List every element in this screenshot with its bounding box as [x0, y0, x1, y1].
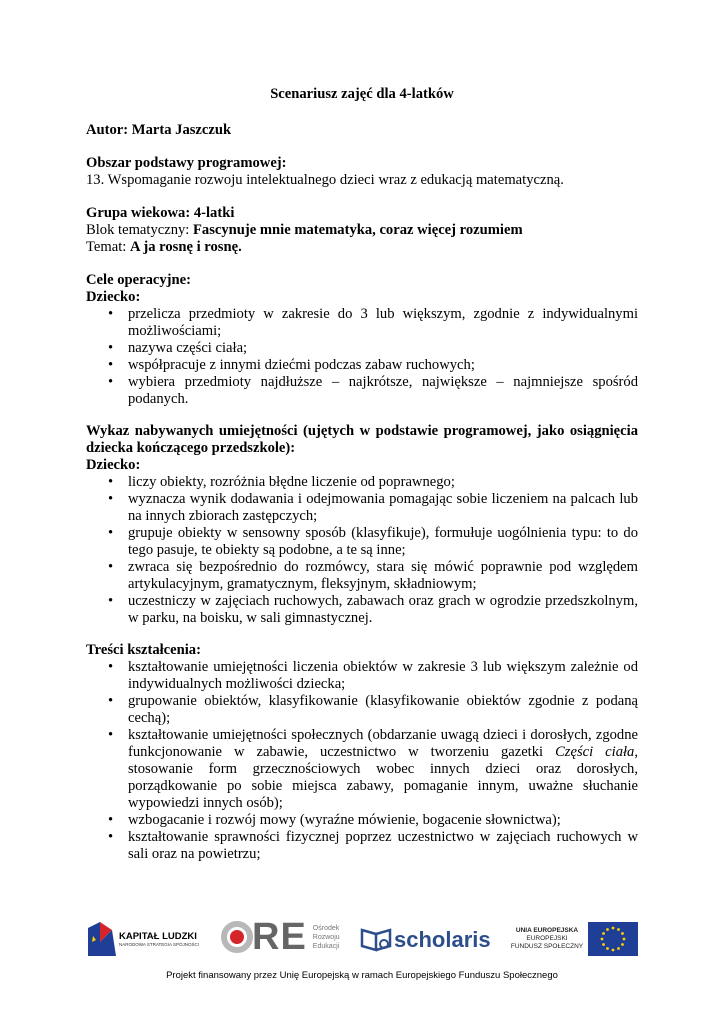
kl-subtitle: NARODOWA STRATEGIA SPÓJNOŚCI: [119, 941, 200, 947]
bullet-icon: •: [108, 491, 114, 507]
list-item-text: grupowanie obiektów, klasyfikowanie (klasyfikowanie obiektów zgodnie z podaną cechą);: [128, 693, 638, 726]
list-item-text: wyznacza wynik dodawania i odejmowania pomagając sobie liczeniem na palcach lub na innych zbiorach zastępczych;: [128, 491, 638, 524]
list-item-text: zwraca się bezpośrednio do rozmówcy, stara się mówić poprawnie pod względem artykulacyjnym, gramatycznym, fleksyjnym, składniowym;: [128, 559, 638, 592]
list-item: [86, 374, 638, 408]
eu-flag-icon: [588, 922, 638, 956]
list-item-text: wybiera przedmioty najdłuższe – najkrótsze, największe – najmniejsze spośród podanych.: [128, 374, 638, 407]
list-item-text: przelicza przedmioty w zakresie do 3 lub większym, zgodnie z indywidualnymi możliwościami;: [128, 306, 638, 339]
list-item-text: [128, 727, 638, 811]
list-item-text: kształtowanie umiejętności liczenia obiektów w zakresie 3 lub większym zależnie od indywidualnych możliwości dziecka;: [128, 659, 638, 692]
bullet-icon: •: [108, 474, 114, 490]
topic-line: [86, 239, 638, 256]
skills-heading: Wykaz nabywanych umiejętności (ujętych w podstawie programowej, jako osiągnięcia dziecka kończącego przedszkole):: [86, 423, 638, 456]
ore-sub-line: Edukacji: [312, 942, 340, 950]
scholaris-text: scholaris: [394, 926, 491, 952]
bullet-icon: •: [108, 559, 114, 575]
document-title: Scenariusz zajęć dla 4-latków: [270, 86, 454, 102]
footer-caption: Projekt finansowany przez Unię Europejską w ramach Europejskiego Funduszu Społecznego: [166, 970, 558, 981]
list-item: [86, 357, 638, 374]
kl-title: KAPITAŁ LUDZKI: [119, 930, 197, 942]
list-item: [86, 559, 638, 593]
author-line: Autor: Marta Jaszczuk: [86, 122, 232, 138]
area-heading: Obszar podstawy programowej:: [86, 155, 287, 171]
list-item: [86, 525, 638, 559]
document-page: [86, 86, 638, 863]
list-item: [86, 306, 638, 340]
italic-title: Części ciała: [555, 744, 635, 760]
list-item-text: współpracuje z innymi dziećmi podczas zabaw ruchowych;: [128, 357, 475, 373]
bullet-icon: •: [108, 812, 114, 828]
content-list: [86, 659, 638, 863]
list-item: [86, 727, 638, 812]
bullet-icon: •: [108, 593, 114, 609]
bullet-icon: •: [108, 340, 114, 356]
text-segment: , stosowanie form grzecznościowych wobec innych dzieci oraz dorosłych, porządkowanie po sobie miejsca zabawy, pomaganie innym, uważne słuchanie wypowiedzi innych osób);: [128, 744, 638, 811]
list-item: [86, 659, 638, 693]
list-item-text: liczy obiekty, rozróżnia błędne liczenie od poprawnego;: [128, 474, 455, 490]
list-item-text: uczestniczy w zajęciach ruchowych, zabawach oraz grach w ogrodzie przedszkolnym, w parku, na boisku, w sali gimnastycznej.: [128, 593, 638, 626]
bullet-icon: •: [108, 727, 114, 743]
goals-list: [86, 306, 638, 408]
eu-line: UNIA EUROPEJSKA: [515, 927, 579, 934]
list-item-text: kształtowanie sprawności fizycznej poprzez uczestnictwo w zajęciach ruchowych w sali oraz na powietrzu;: [128, 829, 638, 862]
area-text: 13. Wspomaganie rozwoju intelektualnego dzieci wraz z edukacją matematyczną.: [86, 172, 564, 188]
list-item: [86, 474, 638, 491]
block-line: [86, 222, 638, 239]
eu-line: EUROPEJSKI: [526, 935, 568, 942]
eu-logo: [510, 922, 638, 956]
topic-value: A ja rosnę i rosnę.: [129, 239, 242, 255]
list-item: [86, 593, 638, 627]
kapital-ludzki-emblem-icon: [88, 922, 116, 956]
list-item: [86, 812, 638, 829]
list-item-text: wzbogacanie i rozwój mowy (wyraźne mówienie, bogacenie słownictwa);: [128, 812, 561, 828]
ore-ring-icon: [220, 920, 254, 954]
bullet-icon: •: [108, 659, 114, 675]
block-value: Fascynuje mnie matematyka, coraz więcej rozumiem: [193, 222, 523, 238]
list-item-text: nazywa części ciała;: [128, 340, 248, 356]
footer-logos: [0, 915, 724, 962]
kapital-ludzki-text: [119, 932, 199, 947]
ore-logo: [220, 915, 340, 958]
ore-sub-line: Rozwoju: [312, 933, 340, 941]
ore-subtitle: [313, 924, 340, 951]
bullet-icon: •: [108, 829, 114, 845]
bullet-icon: •: [108, 525, 114, 541]
bullet-icon: •: [108, 357, 114, 373]
text-segment: kształtowanie umiejętności społecznych (obdarzanie uwagą dzieci i dorosłych, zgodne funkcjonowanie w zabawie, uczestnictwo w tworzeniu gazetki: [128, 727, 638, 760]
block-label: Blok tematyczny:: [86, 222, 193, 238]
bullet-icon: •: [108, 306, 114, 322]
list-item: [86, 693, 638, 727]
eu-text: [510, 927, 584, 951]
scholaris-book-icon: [360, 926, 394, 952]
ore-sub-line: Ośrodek: [312, 924, 340, 932]
age-group: Grupa wiekowa: 4-latki: [86, 205, 235, 221]
eu-line: FUNDUSZ SPOŁECZNY: [510, 943, 584, 950]
list-item-text: grupuje obiekty w sensowny sposób (klasyfikuje), formułuje uogólnienia typu: to do tego pasuje, te obiekty są podobne, a te są inne;: [128, 525, 638, 558]
list-item: [86, 340, 638, 357]
scholaris-logo: [360, 926, 491, 952]
kapital-ludzki-logo: [88, 922, 199, 956]
bullet-icon: •: [108, 693, 114, 709]
bullet-icon: •: [108, 374, 114, 390]
goals-heading: Cele operacyjne:: [86, 272, 191, 288]
list-item: [86, 829, 638, 863]
list-item: [86, 491, 638, 525]
skills-list: [86, 474, 638, 627]
goals-subheading: Dziecko:: [86, 289, 141, 305]
topic-label: Temat:: [86, 239, 130, 255]
ore-title: RE: [252, 915, 307, 958]
content-heading: Treści kształcenia:: [86, 642, 201, 658]
skills-subheading: Dziecko:: [86, 457, 141, 473]
